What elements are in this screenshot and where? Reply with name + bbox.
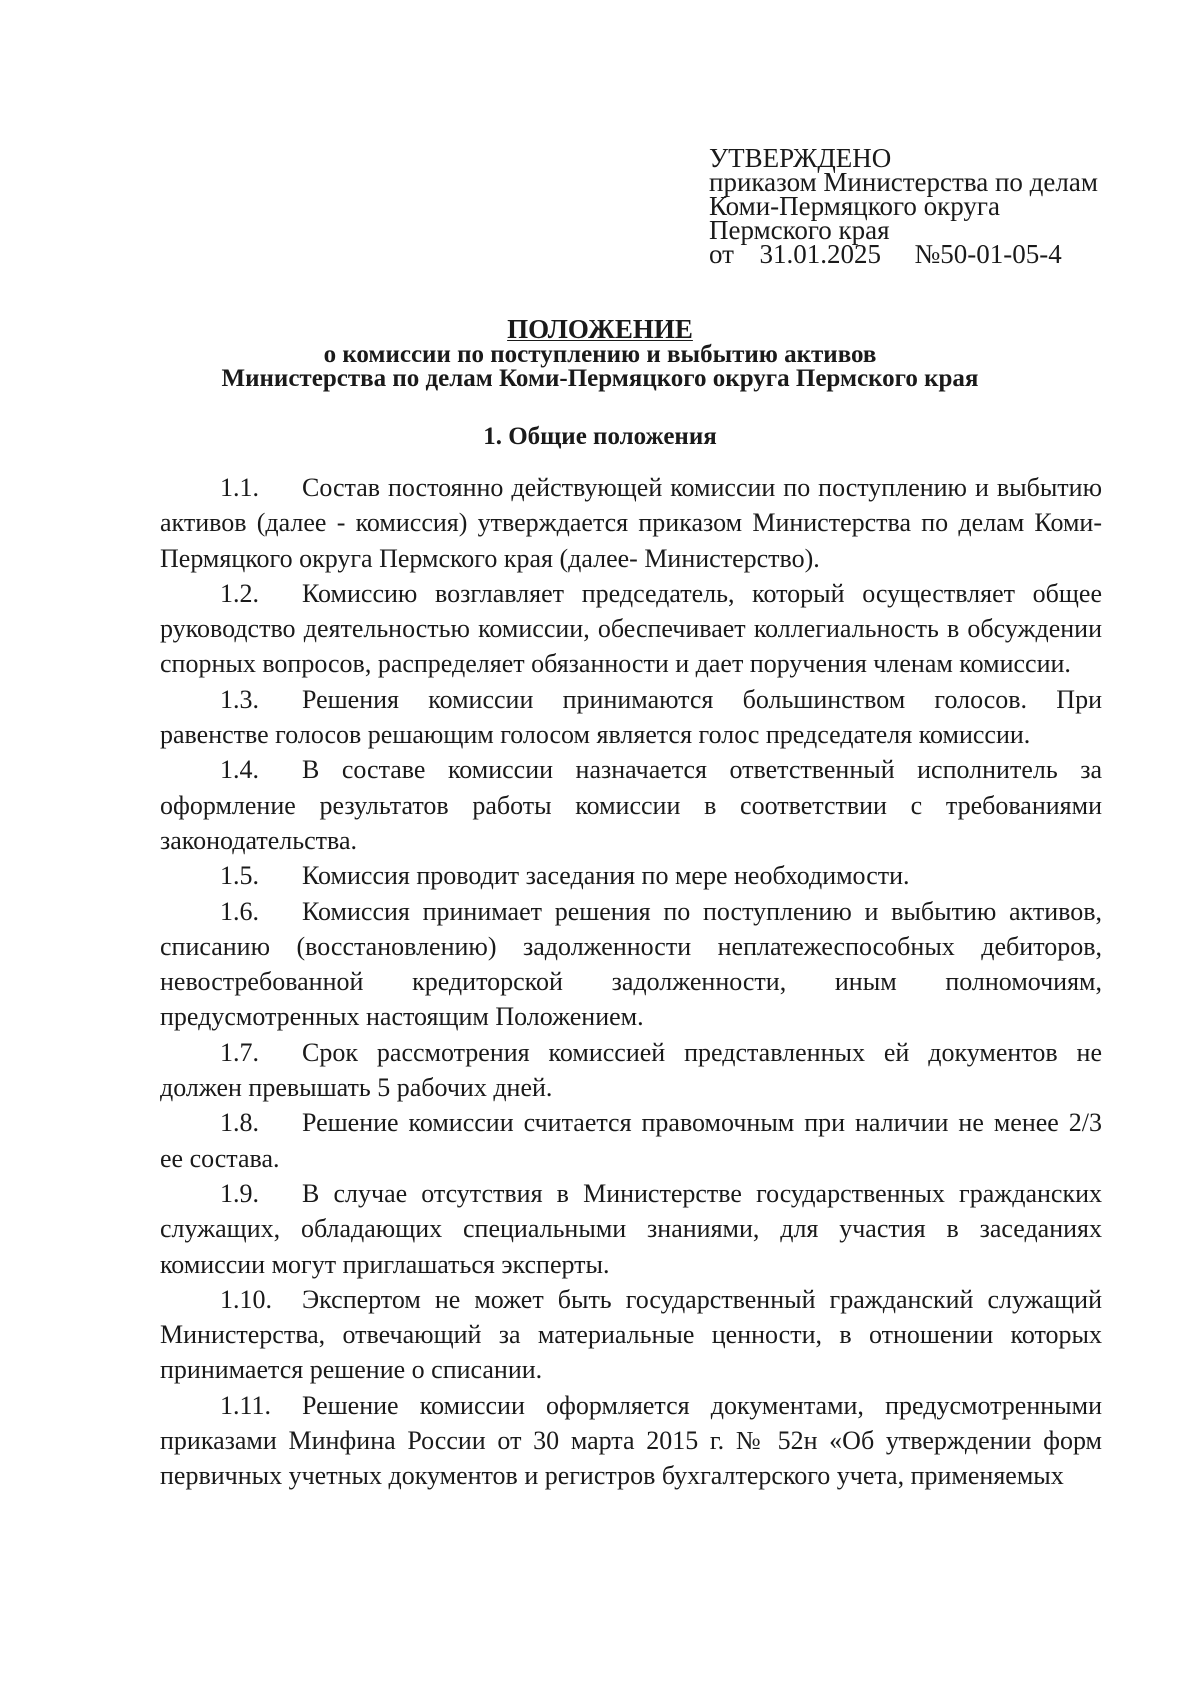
- paragraph: [160, 1388, 1102, 1494]
- paragraph: [160, 752, 1102, 858]
- paragraph-text: Решение комиссии оформляется документами, предусмотренными приказами Минфина России от 30 марта 2015 г. № 52н «Об утверждении форм первичных учетных документов и регистров бухгалтерского учета, применяемых: [160, 1390, 1102, 1491]
- paragraph-number: 1.6.: [220, 896, 259, 926]
- approval-stamp: [709, 143, 1098, 269]
- paragraph-number: 1.8.: [220, 1108, 259, 1138]
- paragraph: [160, 894, 1102, 1035]
- approval-date: 31.01.2025: [759, 239, 881, 269]
- paragraph-number: 1.10.: [220, 1284, 272, 1314]
- approval-date-line: [709, 239, 1098, 269]
- paragraph-text: Решения комиссии принимаются большинством голосов. При равенстве голосов решающим голосом является голос председателя комиссии.: [160, 684, 1102, 750]
- paragraph-number: 1.3.: [220, 684, 259, 714]
- paragraph-text: Экспертом не может быть государственный гражданский служащий Министерства, отвечающий за материальные ценности, в отношении которых принимается решение о списании.: [160, 1284, 1102, 1385]
- paragraph-number: 1.4.: [220, 755, 259, 785]
- paragraph-text: В случае отсутствия в Министерстве государственных гражданских служащих, обладающих специальными знаниями, для участия в заседаниях комиссии могут приглашаться эксперты.: [160, 1178, 1102, 1279]
- paragraph: [160, 1035, 1102, 1106]
- paragraph-number: 1.11.: [220, 1390, 272, 1420]
- subtitle-line-2: Министерства по делам Коми-Пермяцкого округа Пермского края: [221, 365, 979, 392]
- approval-line-region: Пермского края: [709, 215, 890, 245]
- approval-number: №50-01-05-4: [914, 239, 1062, 269]
- paragraph: [160, 1176, 1102, 1282]
- document-title: ПОЛОЖЕНИЕ: [507, 314, 693, 344]
- paragraph-text: Состав постоянно действующей комиссии по поступлению и выбытию активов (далее - комиссия) утверждается приказом Министерства по делам Коми-Пермяцкого округа Пермского края (далее- Министерство).: [160, 473, 1102, 573]
- paragraph-number: 1.2.: [220, 578, 259, 608]
- paragraph: [160, 470, 1102, 576]
- subtitle-line-1: о комиссии по поступлению и выбытию активов: [323, 341, 877, 368]
- paragraph: [160, 1105, 1102, 1176]
- paragraph-text: Решение комиссии считается правомочным при наличии не менее 2/3 ее состава.: [160, 1108, 1102, 1173]
- document-subtitle: [0, 343, 1200, 391]
- approval-heading: УТВЕРЖДЕНО: [709, 143, 892, 173]
- paragraph-text: В составе комиссии назначается ответственный исполнитель за оформление результатов работы комиссии в соответствии с требованиями законодательства.: [160, 755, 1102, 855]
- paragraph: [160, 858, 1102, 893]
- paragraph: [160, 1282, 1102, 1388]
- approval-date-prefix: от: [709, 239, 734, 269]
- paragraph-text: Комиссия проводит заседания по мере необходимости.: [302, 861, 910, 891]
- paragraph-text: Срок рассмотрения комиссией представленных ей документов не должен превышать 5 рабочих дней.: [160, 1037, 1102, 1103]
- paragraph: [160, 682, 1102, 753]
- approval-line-district: Коми-Пермяцкого округа: [709, 191, 1000, 221]
- approval-line-order: приказом Министерства по делам: [709, 167, 1098, 197]
- paragraph: [160, 576, 1102, 682]
- paragraph-number: 1.9.: [220, 1178, 259, 1208]
- paragraph-number: 1.7.: [220, 1037, 259, 1067]
- document-body: [160, 470, 1102, 1494]
- paragraph-text: Комиссия принимает решения по поступлению и выбытию активов, списанию (восстановлению) задолженности неплатежеспособных дебиторов, невостребованной кредиторской задолженности, иным полномочиям, предусмотренных настоящим Положением.: [160, 896, 1102, 1032]
- paragraph-number: 1.5.: [220, 861, 259, 891]
- paragraph-text: Комиссию возглавляет председатель, который осуществляет общее руководство деятельностью комиссии, обеспечивает коллегиальность в обсуждении спорных вопросов, распределяет обязанности и дает поручения членам комиссии.: [160, 578, 1102, 679]
- paragraph-number: 1.1.: [220, 473, 259, 502]
- section-heading: 1. Общие положения: [483, 423, 717, 450]
